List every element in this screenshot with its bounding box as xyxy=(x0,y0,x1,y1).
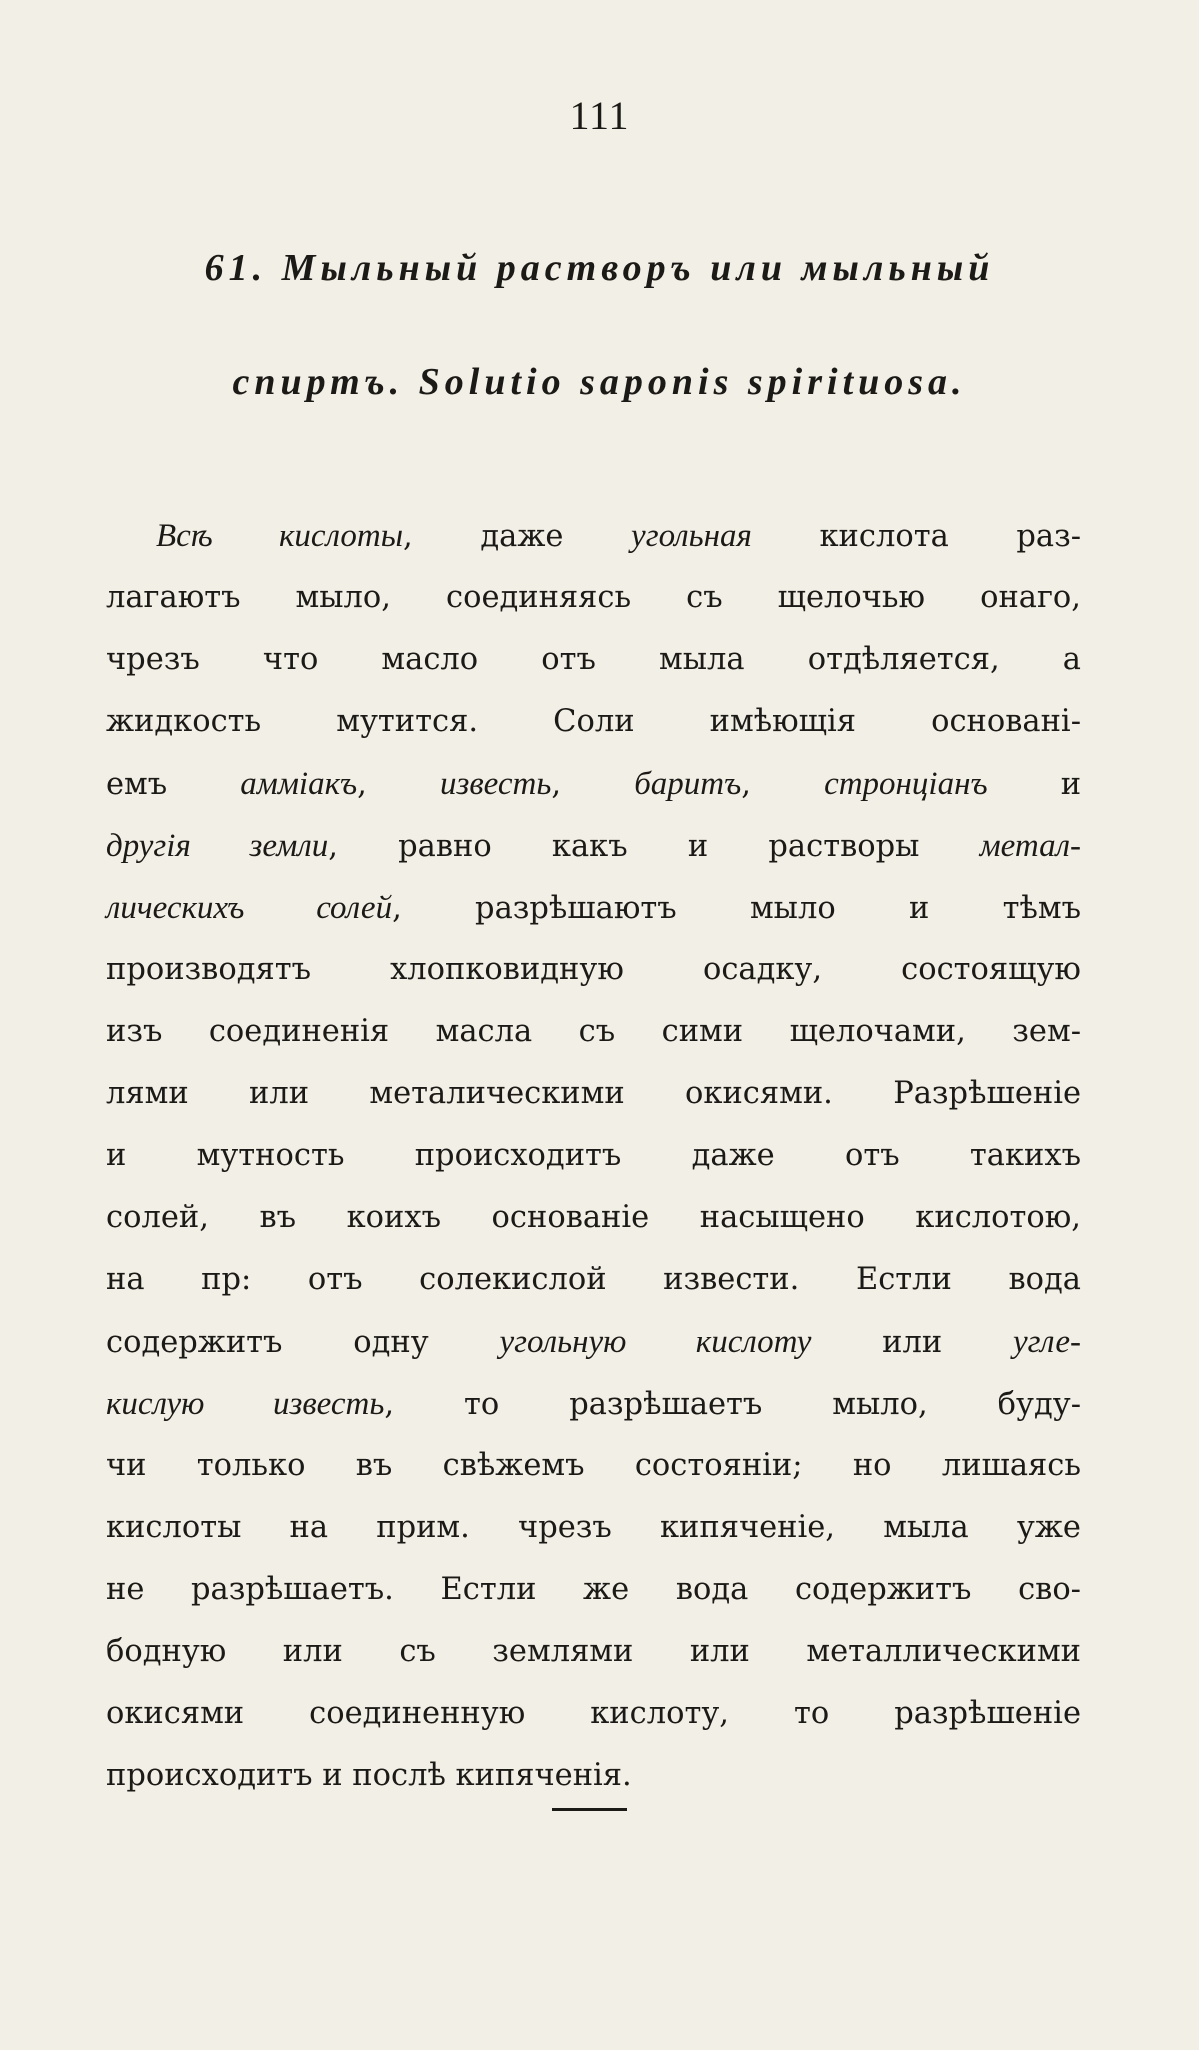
text-line xyxy=(106,1063,1081,1125)
italic-term: угольная xyxy=(631,518,752,554)
section-end-rule xyxy=(552,1808,627,1811)
text-line xyxy=(106,877,1081,939)
text-line xyxy=(106,1621,1081,1683)
text-segment: и xyxy=(987,767,1082,802)
section-heading-line-1: 61. Мыльный растворъ или мыльный xyxy=(204,247,995,289)
text-segment: , xyxy=(741,767,825,802)
text-segment: жидкость мутится. Соли имѣющія основані- xyxy=(106,704,1081,739)
text-segment: , xyxy=(357,767,440,802)
text-line xyxy=(106,939,1081,1001)
italic-term: угольную кислоту xyxy=(499,1324,812,1360)
text-segment: изъ соединенія масла съ сими щелочами, зем- xyxy=(106,1014,1081,1049)
italic-term: Всѣ кислоты xyxy=(156,518,404,554)
text-line xyxy=(106,1125,1081,1187)
italic-term: известь xyxy=(439,766,552,802)
text-line xyxy=(106,1249,1081,1311)
text-line xyxy=(106,815,1081,877)
text-segment: окисями соединенную кислоту, то разрѣшеніе xyxy=(106,1696,1081,1731)
text-line xyxy=(106,1497,1081,1559)
body-paragraph xyxy=(106,505,1081,1807)
text-segment: , разрѣшаютъ мыло и тѣмъ xyxy=(392,891,1081,926)
text-segment: , то разрѣшаетъ мыло, буду- xyxy=(384,1387,1082,1422)
text-line xyxy=(106,1435,1081,1497)
text-segment: на пр: отъ солекислой извести. Естли вода xyxy=(106,1262,1081,1297)
text-line xyxy=(106,753,1081,815)
text-segment: происходитъ и послѣ кипяченія. xyxy=(106,1758,632,1793)
text-line xyxy=(106,629,1081,691)
text-segment: кислота раз- xyxy=(751,519,1082,554)
text-segment: лями или металическими окисями. Разрѣшеніе xyxy=(106,1076,1081,1111)
text-line xyxy=(106,1373,1081,1435)
text-segment: производятъ хлопковидную осадку, состоящую xyxy=(106,952,1081,987)
text-segment: или xyxy=(811,1325,1014,1360)
text-segment: лагаютъ мыло, соединяясь съ щелочью онаго, xyxy=(106,580,1081,615)
text-segment: кислоты на прим. чрезъ кипяченіе, мыла уже xyxy=(106,1510,1081,1545)
text-segment: , xyxy=(551,767,635,802)
text-segment: чрезъ что масло отъ мыла отдѣляется, а xyxy=(106,642,1081,677)
italic-term: метал- xyxy=(979,828,1082,864)
text-segment: и мутность происходитъ даже отъ такихъ xyxy=(106,1138,1081,1173)
page-number: 111 xyxy=(569,93,630,138)
text-segment: не разрѣшаетъ. Естли же вода содержитъ сво- xyxy=(106,1572,1081,1607)
text-segment: бодную или съ землями или металлическими xyxy=(106,1634,1081,1669)
italic-term: угле- xyxy=(1013,1324,1081,1360)
italic-term: аммiакъ xyxy=(240,766,358,802)
text-segment: содержитъ одну xyxy=(106,1325,500,1360)
text-line xyxy=(106,1683,1081,1745)
text-segment: , даже xyxy=(403,519,632,554)
text-line xyxy=(106,567,1081,629)
italic-term: кислую известь xyxy=(106,1386,385,1422)
text-line xyxy=(106,1745,1081,1807)
italic-term: баритъ xyxy=(634,766,742,802)
italic-term: стронцiанъ xyxy=(824,766,988,802)
text-line xyxy=(106,1001,1081,1063)
italic-term: лическихъ солей xyxy=(106,890,393,926)
text-line xyxy=(106,691,1081,753)
section-heading-line-2: спиртъ. Solutio saponis spirituosa. xyxy=(232,361,967,403)
text-line xyxy=(106,505,1081,567)
text-line xyxy=(106,1311,1081,1373)
text-segment: чи только въ свѣжемъ состояніи; но лишаясь xyxy=(106,1448,1081,1483)
text-segment: солей, въ коихъ основаніе насыщено кислотою, xyxy=(106,1200,1081,1235)
text-line xyxy=(106,1187,1081,1249)
italic-term: другiя земли xyxy=(106,828,329,864)
text-line xyxy=(106,1559,1081,1621)
text-segment: , равно какъ и растворы xyxy=(328,829,980,864)
text-segment: емъ xyxy=(106,767,241,802)
